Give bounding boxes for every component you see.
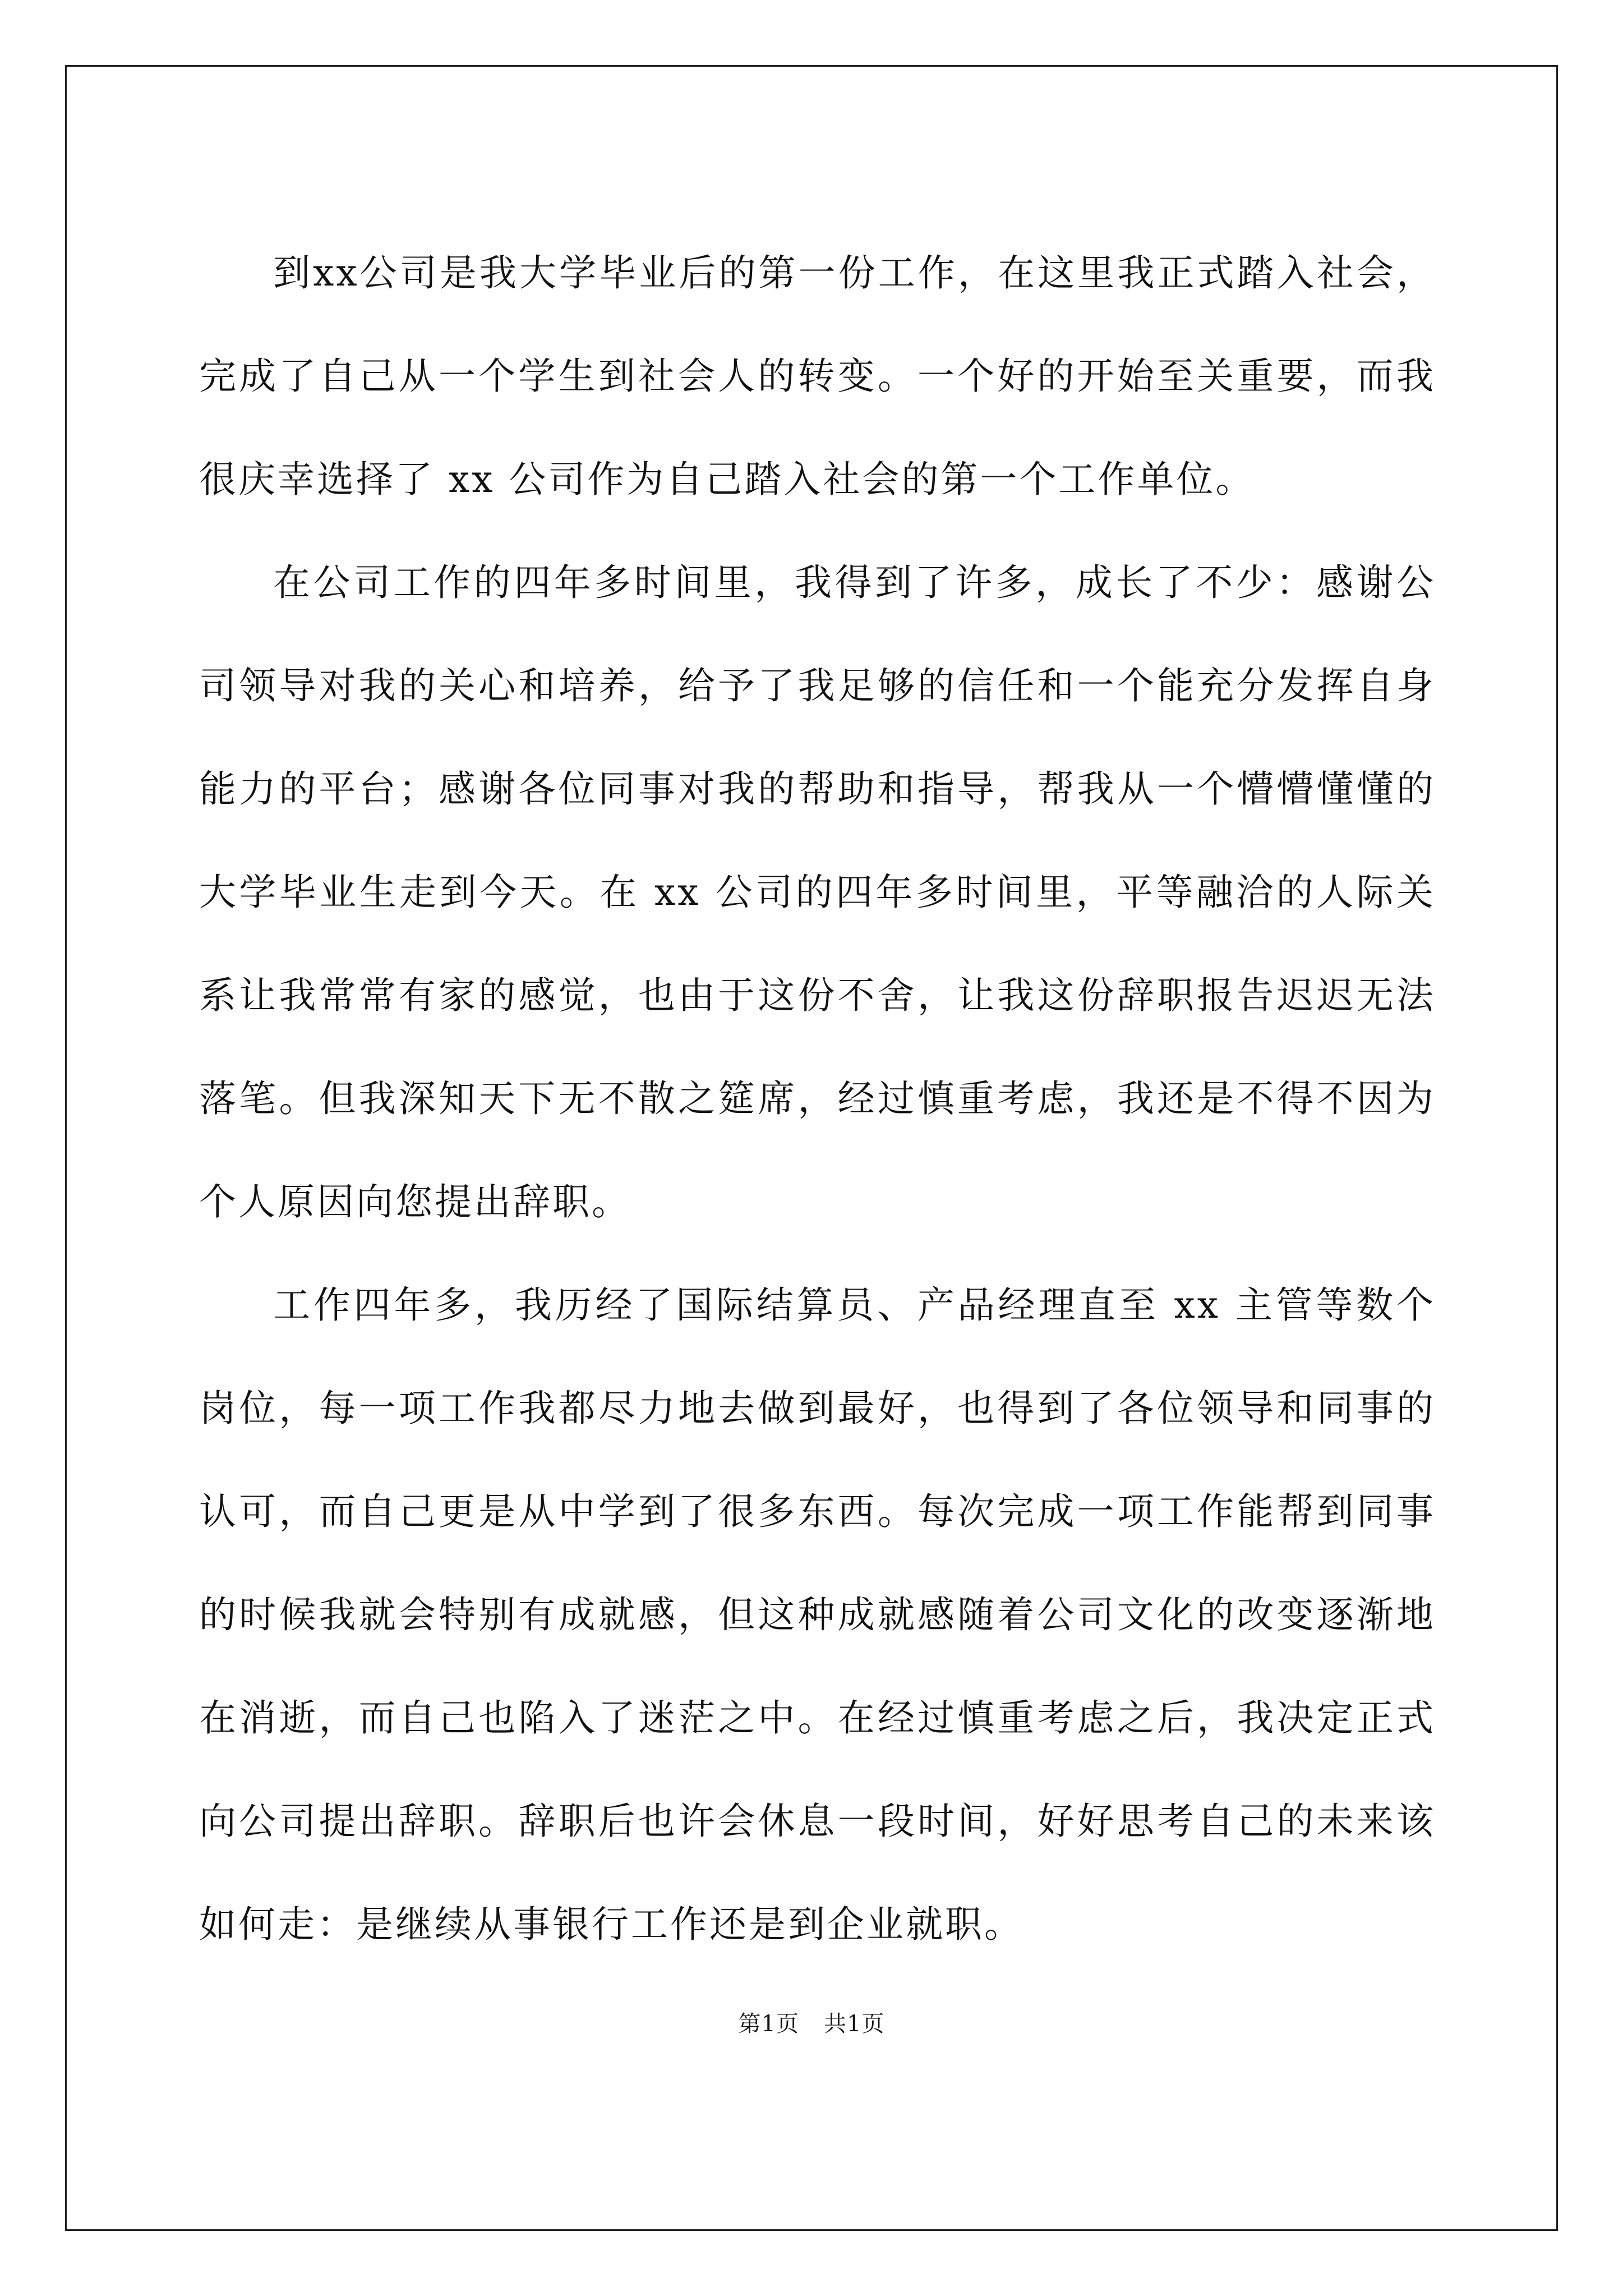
paragraph-3: 工作四年多，我历经了国际结算员、产品经理直至 xx 主管等数个岗位，每一项工作我都尽力地去做到最好，也得到了各位领导和同事的认可，而自己更是从中学到了很多东西。每次完成一项工作能帮到同事的时候我就会特别有成就感，但这种成就感随着公司文化的改变逐渐地在消逝，而自己也陷入了迷茫之中。在经过慎重考虑之后，我决定正式向公司提出辞职。辞职后也许会休息一段时间，好好思考自己的未来该如何走：是继续从事银行工作还是到企业就职。 [199,1283,1436,1946]
document-body [199,222,1436,1976]
page-footer [0,2007,1623,2041]
page-number: 第1页 [738,2011,799,2037]
paragraph-2: 在公司工作的四年多时间里，我得到了许多，成长了不少：感谢公司领导对我的关心和培养，给予了我足够的信任和一个能充分发挥自身能力的平台；感谢各位同事对我的帮助和指导，帮我从一个懵懵懂懂的大学毕业生走到今天。在 xx 公司的四年多时间里，平等融洽的人际关系让我常常有家的感觉，也由于这份不舍，让我这份辞职报告迟迟无法落笔。但我深知天下无不散之筵席，经过慎重考虑，我还是不得不因为个人原因向您提出辞职。 [199,561,1436,1223]
paragraph-1: 到xx公司是我大学毕业后的第一份工作，在这里我正式踏入社会，完成了自己从一个学生到社会人的转变。一个好的开始至关重要，而我很庆幸选择了 xx 公司作为自己踏入社会的第一个工作单位。 [199,251,1436,501]
page-total: 共1页 [824,2011,885,2037]
